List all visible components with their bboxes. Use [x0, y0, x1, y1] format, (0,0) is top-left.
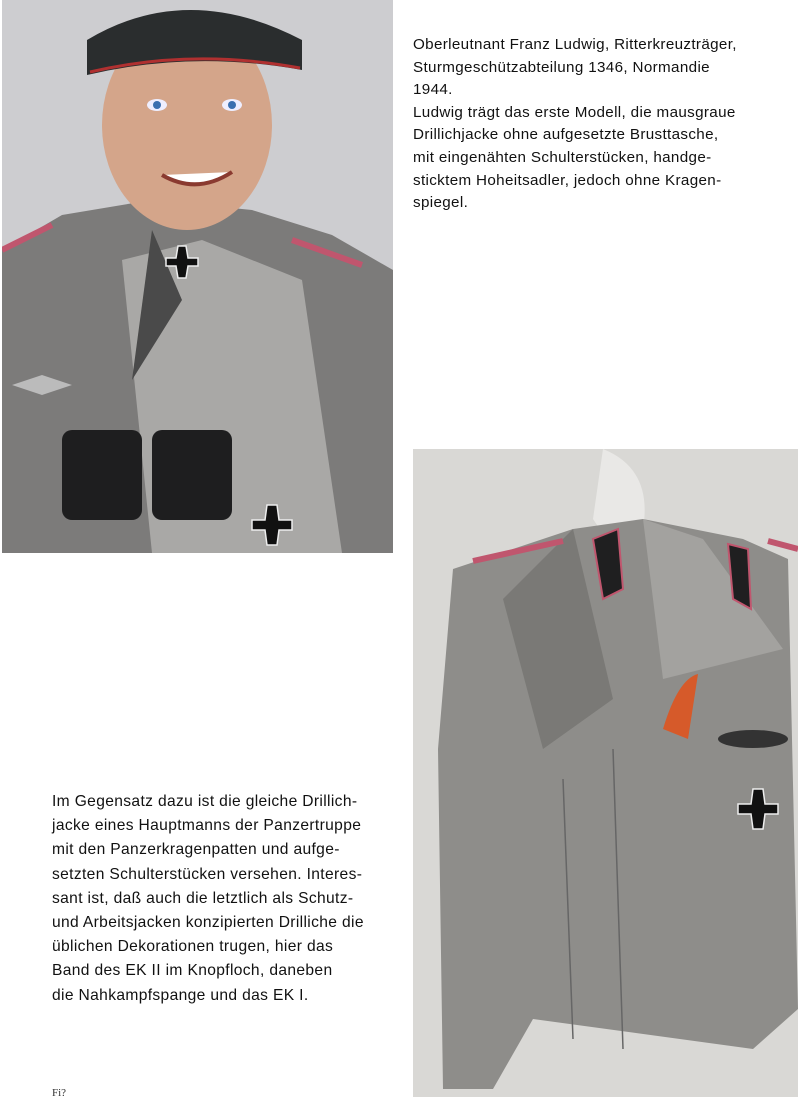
- caption-portrait: [413, 34, 737, 215]
- caption-line: Sturmgeschützabteilung 1346, Normandie: [413, 58, 710, 76]
- caption-line: mit eingenähten Schulterstücken, handge-: [413, 148, 712, 166]
- caption-line: die Nahkampfspange und das EK I.: [52, 986, 309, 1004]
- caption-line: und Arbeitsjacken konzipierten Drilliche die: [52, 914, 364, 932]
- caption-line: setzten Schulterstücken versehen. Interes-: [52, 865, 363, 883]
- jacket-illustration: [413, 449, 798, 1097]
- caption-line: üblichen Dekorationen trugen, hier das: [52, 938, 334, 956]
- page-folio: Fi?: [52, 1087, 67, 1099]
- caption-line: spiegel.: [413, 194, 469, 212]
- portrait-illustration: [2, 0, 393, 553]
- caption-line: Drillichjacke ohne aufgesetzte Brusttasche,: [413, 126, 719, 144]
- caption-line: mit den Panzerkragenpatten und aufge-: [52, 841, 340, 859]
- caption-line: jacke eines Hauptmanns der Panzertruppe: [52, 817, 362, 835]
- caption-line: sticktem Hoheitsadler, jedoch ohne Kragen-: [413, 171, 722, 189]
- caption-line: Im Gegensatz dazu ist die gleiche Drillich-: [52, 793, 358, 810]
- caption-line: Oberleutnant Franz Ludwig, Ritterkreuzträger,: [413, 36, 737, 53]
- caption-jacket: [52, 790, 364, 1008]
- caption-line: sant ist, daß auch die letztlich als Schutz-: [52, 889, 354, 907]
- caption-line: Ludwig trägt das erste Modell, die mausgraue: [413, 103, 736, 121]
- caption-line: Band des EK II im Knopfloch, daneben: [52, 962, 333, 980]
- caption-line: 1944.: [413, 81, 453, 99]
